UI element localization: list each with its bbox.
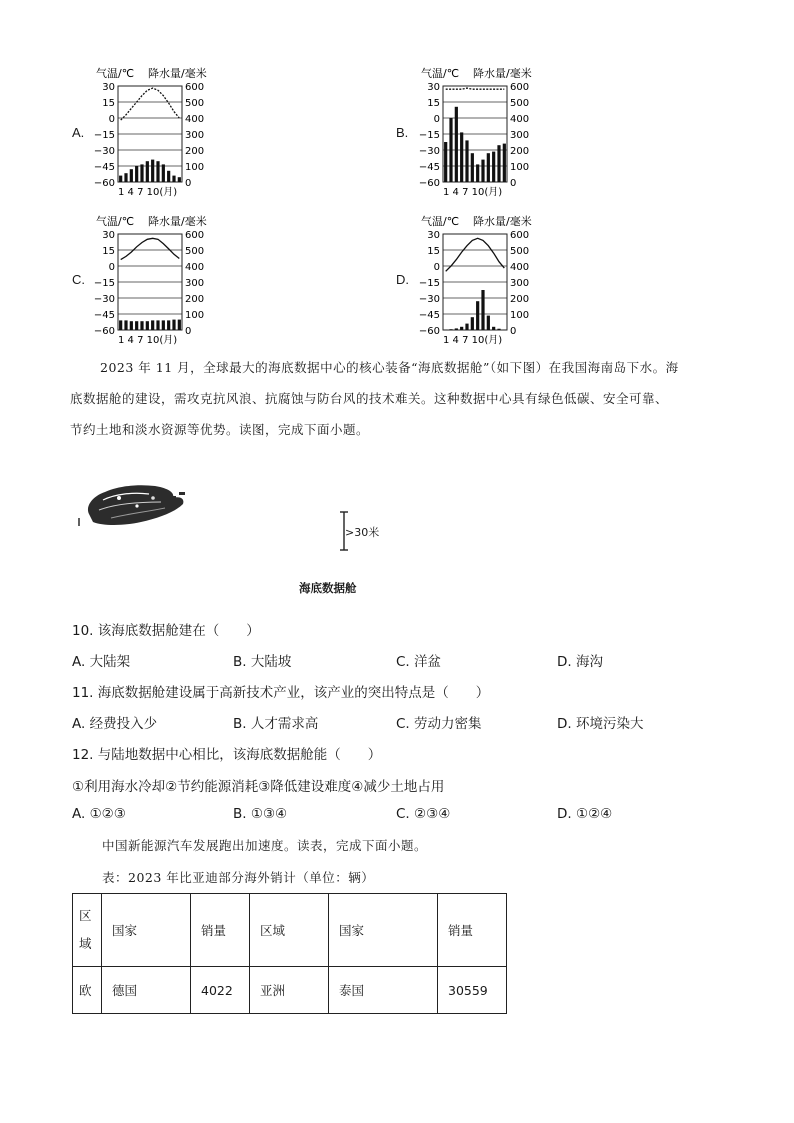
data-module-image <box>75 478 195 533</box>
header-sales-2: 销量 <box>438 894 507 967</box>
question-10-option-d[interactable]: D. 海沟 <box>557 654 603 670</box>
header-sales-1: 销量 <box>191 894 250 967</box>
climate-chart-d <box>415 212 575 352</box>
temperature-tick-label: −30 <box>418 146 440 157</box>
temperature-tick-label: −30 <box>93 146 115 157</box>
precipitation-bar <box>130 169 133 182</box>
temperature-tick-label: 0 <box>433 262 440 273</box>
precipitation-axis-label: 降水量/毫米 <box>148 215 207 228</box>
precipitation-bar <box>167 171 170 182</box>
temperature-tick-label: −15 <box>418 130 440 141</box>
temperature-curve <box>121 88 180 120</box>
temperature-axis-label: 气温/℃ <box>96 67 135 80</box>
precipitation-tick-label: 400 <box>510 114 530 125</box>
temperature-tick-label: 0 <box>433 114 440 125</box>
question-12-option-b[interactable]: B. ①③④ <box>233 806 288 822</box>
precipitation-bar <box>460 132 463 182</box>
table-header-row <box>73 894 507 967</box>
precipitation-bar <box>119 320 122 330</box>
temperature-tick-label: 15 <box>427 98 440 109</box>
temperature-tick-label: −45 <box>93 310 115 321</box>
precipitation-tick-label: 600 <box>185 230 205 241</box>
precipitation-bar <box>130 321 133 330</box>
precipitation-bar <box>140 321 143 330</box>
question-11-option-a[interactable]: A. 经费投入少 <box>72 716 158 732</box>
temperature-tick-label: 15 <box>102 246 115 257</box>
precipitation-bar <box>465 140 468 182</box>
precipitation-bar <box>481 160 484 182</box>
precipitation-tick-label: 500 <box>510 246 530 257</box>
precipitation-tick-label: 300 <box>185 130 205 141</box>
question-11-option-d[interactable]: D. 环境污染大 <box>557 716 644 732</box>
question-12-option-d[interactable]: D. ①②④ <box>557 806 613 822</box>
question-12-statements: ①利用海水冷却②节约能源消耗③降低建设难度④减少土地占用 <box>72 779 445 795</box>
temperature-tick-label: −45 <box>418 310 440 321</box>
precipitation-bar <box>124 173 127 182</box>
temperature-tick-label: −60 <box>418 326 440 337</box>
precipitation-tick-label: 0 <box>185 326 192 337</box>
precipitation-tick-label: 400 <box>185 114 205 125</box>
precipitation-tick-label: 200 <box>185 146 205 157</box>
precipitation-bar <box>162 164 165 182</box>
precipitation-bar <box>487 316 490 330</box>
passage-1-line-1: 2023 年 11 月，全球最大的海底数据中心的核心装备“海底数据舱”（如下图）在我国海南岛下水。海 <box>100 360 679 375</box>
precipitation-bar <box>135 321 138 330</box>
precipitation-bar <box>487 153 490 182</box>
option-d-label: D. <box>396 272 409 287</box>
question-12-option-c[interactable]: C. ②③④ <box>396 806 451 822</box>
temperature-curve <box>121 238 180 259</box>
temperature-tick-label: 15 <box>102 98 115 109</box>
precipitation-bar <box>178 177 181 182</box>
temperature-tick-label: −45 <box>93 162 115 173</box>
table-title: 表：2023 年比亚迪部分海外销计（单位：辆） <box>102 870 375 885</box>
table-row <box>73 967 507 1014</box>
precipitation-bar <box>449 329 452 330</box>
passage-1 <box>70 352 730 445</box>
precipitation-bar <box>119 176 122 182</box>
precipitation-tick-label: 600 <box>510 82 530 93</box>
climate-chart-b <box>415 64 575 204</box>
precipitation-bar <box>124 320 127 330</box>
cell-region-2: 亚洲 <box>250 967 329 1014</box>
precipitation-tick-label: 100 <box>510 310 530 321</box>
option-c-label: C. <box>72 272 85 287</box>
passage-1-line-2: 底数据舱的建设，需攻克抗风浪、抗腐蚀与防台风的技术难关。这种数据中心具有绿色低碳、安全可靠、 <box>70 391 669 406</box>
precipitation-bar <box>140 164 143 182</box>
precipitation-tick-label: 0 <box>510 326 517 337</box>
precipitation-bar <box>167 320 170 330</box>
precipitation-bar <box>151 320 154 330</box>
temperature-tick-label: −15 <box>93 278 115 289</box>
month-tick-labels: 1 4 7 10(月) <box>443 335 503 346</box>
temperature-tick-label: 30 <box>102 230 115 241</box>
header-region-2: 区域 <box>250 894 329 967</box>
header-country-1: 国家 <box>102 894 191 967</box>
precipitation-bar <box>162 320 165 330</box>
temperature-tick-label: 0 <box>108 114 115 125</box>
precipitation-bar <box>481 290 484 330</box>
precipitation-tick-label: 400 <box>510 262 530 273</box>
temperature-tick-label: 30 <box>102 82 115 93</box>
cell-country-1: 德国 <box>102 967 191 1014</box>
precipitation-bar <box>151 160 154 182</box>
question-12-option-a[interactable]: A. ①②③ <box>72 806 126 822</box>
question-12-stem: 12. 与陆地数据中心相比，该海底数据舱能（ ） <box>72 747 382 763</box>
precipitation-axis-label: 降水量/毫米 <box>148 67 207 80</box>
temperature-tick-label: −30 <box>418 294 440 305</box>
temperature-tick-label: 0 <box>108 262 115 273</box>
precipitation-tick-label: 0 <box>510 178 517 189</box>
temperature-tick-label: −60 <box>93 326 115 337</box>
option-b-label: B. <box>396 125 409 140</box>
precipitation-axis-label: 降水量/毫米 <box>473 67 532 80</box>
precipitation-bar <box>471 317 474 330</box>
question-10-option-a[interactable]: A. 大陆架 <box>72 654 131 670</box>
precipitation-tick-label: 100 <box>185 310 205 321</box>
climate-chart-a <box>90 64 250 204</box>
temperature-tick-label: −30 <box>93 294 115 305</box>
precipitation-tick-label: 600 <box>510 230 530 241</box>
temperature-tick-label: −15 <box>93 130 115 141</box>
precipitation-tick-label: 0 <box>185 178 192 189</box>
precipitation-bar <box>465 324 468 330</box>
month-tick-labels: 1 4 7 10(月) <box>443 187 503 198</box>
question-10-option-c[interactable]: C. 洋盆 <box>396 654 442 670</box>
precipitation-tick-label: 300 <box>510 278 530 289</box>
precipitation-bar <box>492 327 495 330</box>
temperature-tick-label: −15 <box>418 278 440 289</box>
precipitation-tick-label: 100 <box>185 162 205 173</box>
precipitation-bar <box>146 321 149 330</box>
temperature-tick-label: 15 <box>427 246 440 257</box>
month-tick-labels: 1 4 7 10(月) <box>118 187 178 198</box>
precipitation-bar <box>476 301 479 330</box>
precipitation-bar <box>444 142 447 182</box>
scale-label: >30米 <box>345 526 380 539</box>
month-tick-labels: 1 4 7 10(月) <box>118 335 178 346</box>
precipitation-bar <box>135 166 138 182</box>
header-region-1: 区域 <box>73 894 102 967</box>
precipitation-bar <box>146 161 149 182</box>
precipitation-bar <box>492 152 495 182</box>
temperature-tick-label: −45 <box>418 162 440 173</box>
precipitation-bar <box>156 320 159 330</box>
passage-1-line-3: 节约土地和淡水资源等优势。读图，完成下面小题。 <box>70 422 370 437</box>
question-10-stem: 10. 该海底数据舱建在（ ） <box>72 623 260 639</box>
precipitation-bar <box>172 176 175 182</box>
precipitation-axis-label: 降水量/毫米 <box>473 215 532 228</box>
precipitation-bar <box>172 320 175 330</box>
temperature-curve <box>446 88 505 89</box>
sales-table <box>72 893 507 1014</box>
precipitation-tick-label: 400 <box>185 262 205 273</box>
temperature-axis-label: 气温/℃ <box>421 67 460 80</box>
precipitation-bar <box>476 164 479 182</box>
cell-country-2: 泰国 <box>329 967 438 1014</box>
precipitation-bar <box>178 320 181 330</box>
precipitation-bar <box>503 144 506 182</box>
temperature-tick-label: −60 <box>418 178 440 189</box>
precipitation-bar <box>460 327 463 330</box>
precipitation-tick-label: 200 <box>510 294 530 305</box>
precipitation-bar <box>455 328 458 330</box>
precipitation-bar <box>471 153 474 182</box>
passage-2-intro: 中国新能源汽车发展跑出加速度。读表，完成下面小题。 <box>102 838 428 853</box>
question-10-option-b[interactable]: B. 大陆坡 <box>233 654 292 670</box>
precipitation-bar <box>455 107 458 182</box>
precipitation-bar <box>449 118 452 182</box>
precipitation-tick-label: 500 <box>185 98 205 109</box>
option-a-label: A. <box>72 125 85 140</box>
temperature-axis-label: 气温/℃ <box>96 215 135 228</box>
header-country-2: 国家 <box>329 894 438 967</box>
temperature-tick-label: −60 <box>93 178 115 189</box>
precipitation-tick-label: 100 <box>510 162 530 173</box>
precipitation-bar <box>156 161 159 182</box>
precipitation-tick-label: 600 <box>185 82 205 93</box>
temperature-axis-label: 气温/℃ <box>421 215 460 228</box>
precipitation-tick-label: 300 <box>510 130 530 141</box>
climate-chart-c <box>90 212 250 352</box>
question-11-option-b[interactable]: B. 人才需求高 <box>233 716 319 732</box>
temperature-tick-label: 30 <box>427 230 440 241</box>
precipitation-tick-label: 500 <box>510 98 530 109</box>
precipitation-tick-label: 300 <box>185 278 205 289</box>
precipitation-tick-label: 200 <box>185 294 205 305</box>
precipitation-bar <box>497 329 500 330</box>
figure-caption: 海底数据舱 <box>299 581 357 595</box>
precipitation-bar <box>497 145 500 182</box>
cell-sales-1: 4022 <box>191 967 250 1014</box>
question-11-option-c[interactable]: C. 劳动力密集 <box>396 716 482 732</box>
question-11-stem: 11. 海底数据舱建设属于高新技术产业，该产业的突出特点是（ ） <box>72 685 490 701</box>
precipitation-tick-label: 500 <box>185 246 205 257</box>
cell-sales-2: 30559 <box>438 967 507 1014</box>
cell-region-1: 欧 <box>73 967 102 1014</box>
precipitation-tick-label: 200 <box>510 146 530 157</box>
temperature-tick-label: 30 <box>427 82 440 93</box>
